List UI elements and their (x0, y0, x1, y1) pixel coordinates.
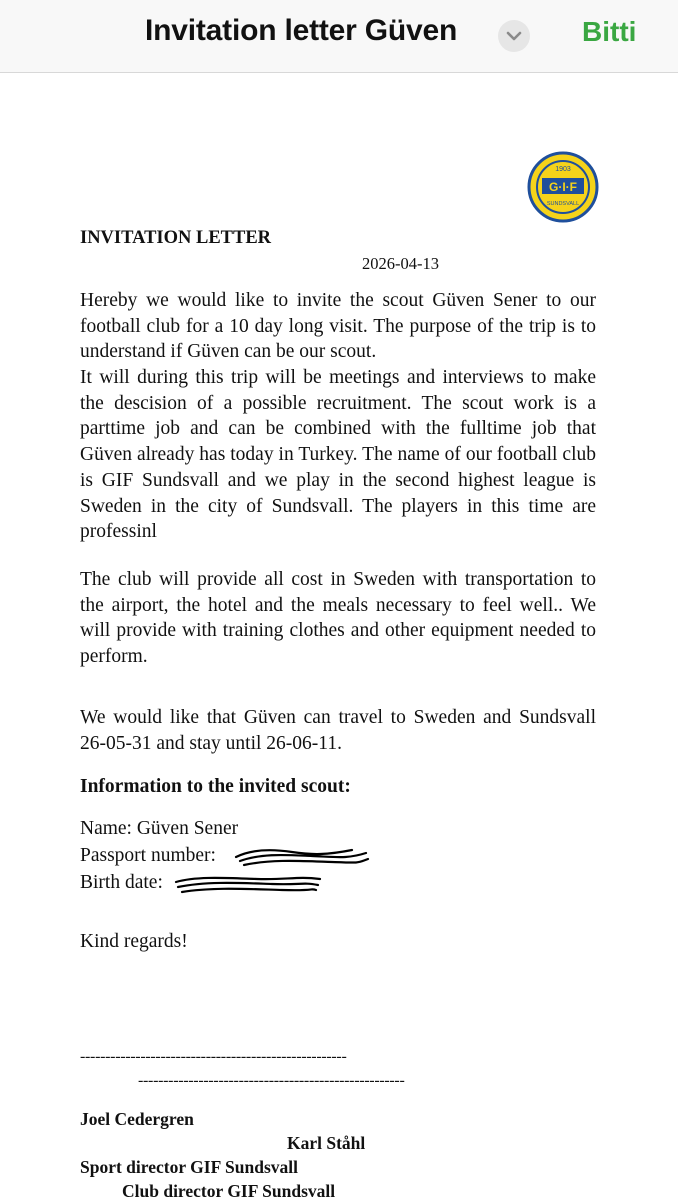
svg-text:G·I·F: G·I·F (549, 180, 577, 194)
letter-date: 2026-04-13 (362, 254, 439, 273)
redaction-scribble (172, 870, 324, 896)
paragraph-intro: Hereby we would like to invite the scout Güven Sener to our football club for a 10 day long visit. The purpose of the trip is to understand if Güven can be our scout. (80, 290, 596, 363)
letter-heading: INVITATION LETTER (80, 228, 272, 248)
svg-text:SUNDSVALL: SUNDSVALL (546, 201, 580, 207)
signature-line: ----------------------------------------------------- (80, 1048, 347, 1065)
document-title: Invitation letter Güven (145, 14, 458, 47)
paragraph-details: It will during this trip will be meetings and interviews to make the descision of a possible recruitment. The scout work is a parttime job and can be combined with the fulltime job that Güven already has today in Turkey. The name of our football club is GIF Sundsvall and we play in the second highest league is Sweden in the city of Sundsvall. The players in this time are professinl (80, 367, 596, 543)
signer-title: Club director GIF Sundsvall (122, 1181, 336, 1201)
signature-line: ----------------------------------------------------- (138, 1072, 405, 1089)
chevron-down-icon (506, 30, 522, 42)
club-logo (527, 151, 599, 223)
signer-name: Joel Cedergren (80, 1109, 194, 1129)
done-button[interactable]: Bitti (582, 16, 637, 47)
birth-date-label: Birth date: (80, 872, 163, 893)
paragraph-costs: The club will provide all cost in Sweden with transportation to the airport, the hotel and the meals necessary to feel well.. We will provide with training clothes and other equipment needed to perform. (80, 569, 596, 668)
closing-text: Kind regards! (80, 931, 188, 952)
top-bar (0, 0, 678, 73)
info-heading: Information to the invited scout: (80, 776, 351, 797)
passport-label: Passport number: (80, 845, 216, 866)
redaction-scribble (232, 843, 372, 869)
signer-name: Karl Ståhl (287, 1133, 366, 1153)
svg-text:1903: 1903 (555, 166, 571, 173)
signer-title: Sport director GIF Sundsvall (80, 1157, 298, 1177)
title-menu-button[interactable] (498, 20, 530, 52)
scout-name: Name: Güven Sener (80, 818, 239, 839)
paragraph-dates: We would like that Güven can travel to Sweden and Sundsvall 26-05-31 and stay until 26-06-11. (80, 707, 596, 754)
